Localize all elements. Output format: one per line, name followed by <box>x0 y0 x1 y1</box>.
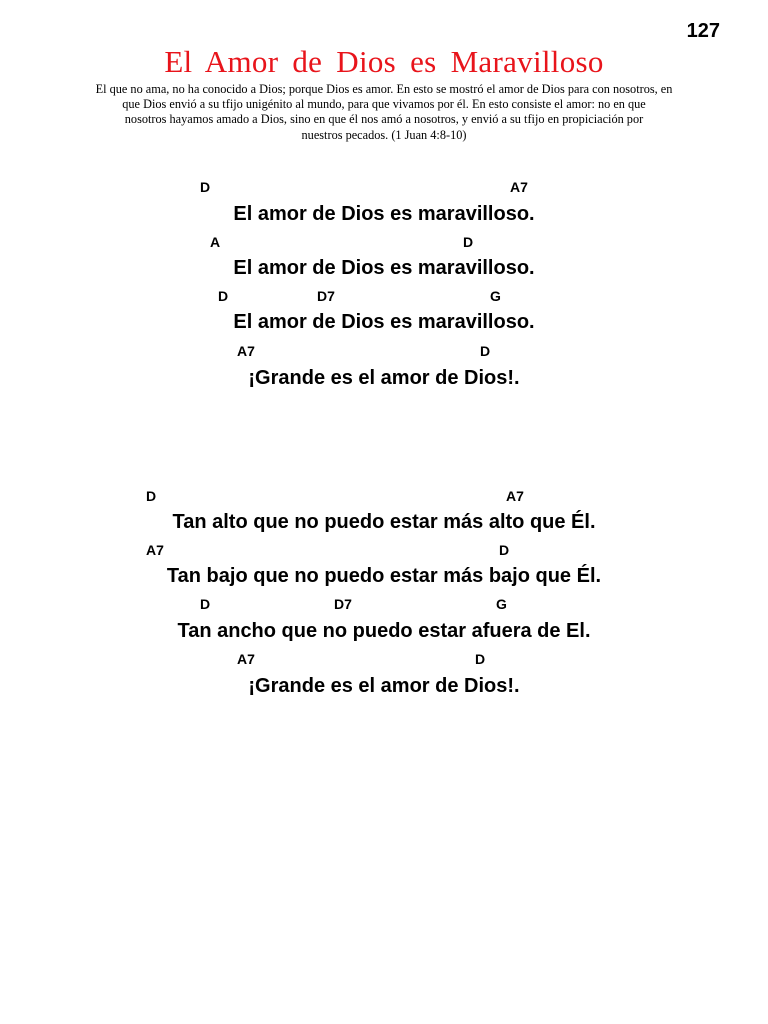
chord-label: G <box>490 288 501 304</box>
lyric-line: El amor de Dios es maravilloso. <box>233 203 535 225</box>
epigraph-line: El que no ama, no ha conocido a Dios; porque Dios es amor. En esto se mostró el amor de Dios para con nosotros, en <box>95 82 673 96</box>
chord-label: A7 <box>237 651 255 667</box>
chord-label: D <box>463 234 474 250</box>
chord-label: D <box>146 488 157 504</box>
chord-label: A <box>210 234 221 250</box>
epigraph-line: nuestros pecados. (1 Juan 4:8-10) <box>301 127 467 142</box>
chord-label: D <box>218 288 229 304</box>
lyric-line: Tan alto que no puedo estar más alto que Él. <box>172 511 596 533</box>
chord-label: A7 <box>237 343 255 359</box>
chord-label: D <box>200 596 211 612</box>
lyric-line: Tan bajo que no puedo estar más bajo que Él. <box>166 565 602 587</box>
lyric-line: ¡Grande es el amor de Dios!. <box>248 675 520 697</box>
page-number: 127 <box>686 20 720 42</box>
epigraph-line: nosotros hayamos amado a Dios, sino en que él nos amó a nosotros, y envió a su tfijo en propiciación por <box>124 112 644 127</box>
chord-label: D <box>200 179 211 195</box>
chord-label: G <box>496 596 507 612</box>
lyric-line: Tan ancho que no puedo estar afuera de El. <box>177 620 591 642</box>
chord-label: A7 <box>146 542 164 558</box>
chord-label: D <box>499 542 510 558</box>
chord-label: D7 <box>317 288 335 304</box>
scripture-epigraph <box>40 82 728 143</box>
chord-label: D7 <box>334 596 352 612</box>
song-title: El Amor de Dios es Maravilloso <box>164 44 604 79</box>
lyric-line: ¡Grande es el amor de Dios!. <box>248 367 520 389</box>
lyric-line: El amor de Dios es maravilloso. <box>233 257 535 279</box>
epigraph-line: que Dios envió a su tfijo unigénito al mundo, para que vivamos por él. En esto consiste el amor: no en que <box>122 97 646 112</box>
chord-label: A7 <box>510 179 528 195</box>
lyric-line: El amor de Dios es maravilloso. <box>233 311 535 333</box>
chord-label: D <box>480 343 491 359</box>
chord-label: A7 <box>506 488 524 504</box>
chord-label: D <box>475 651 486 667</box>
